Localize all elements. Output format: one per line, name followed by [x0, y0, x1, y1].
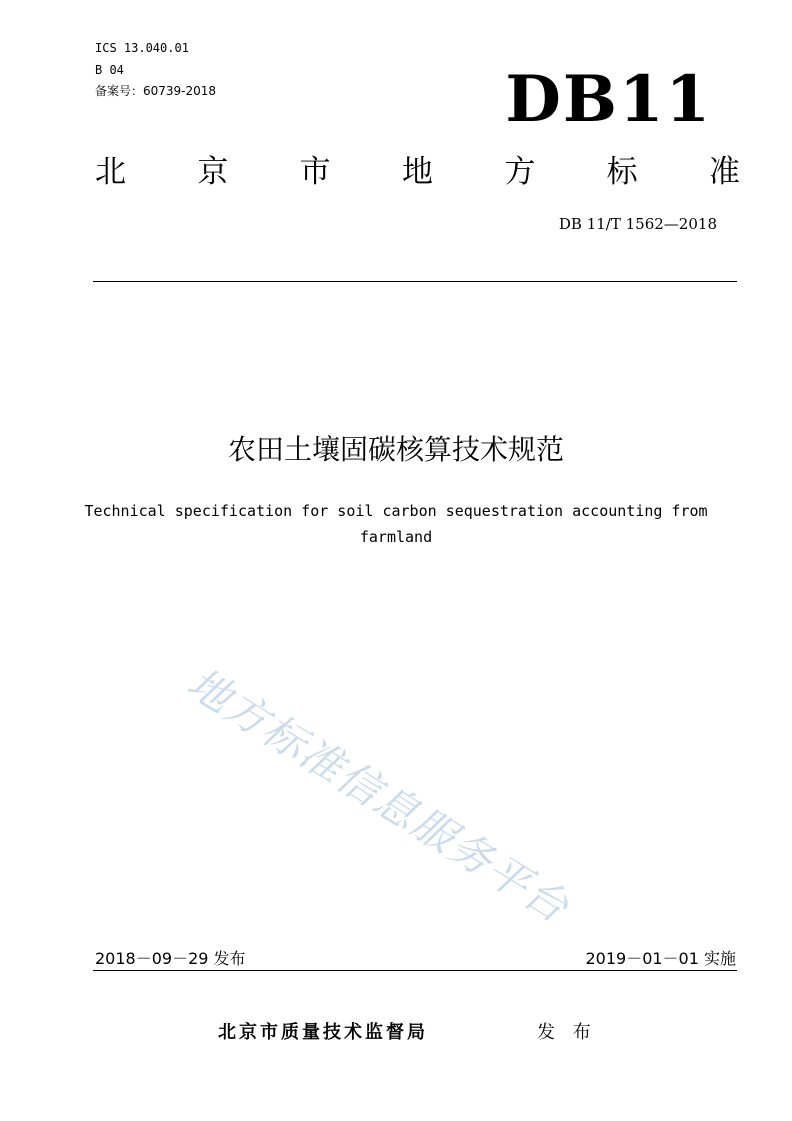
footer-divider — [93, 970, 737, 971]
implement-date: 2019－01－01 实施 — [585, 949, 736, 968]
issue-label: 发 布 — [537, 1022, 597, 1043]
standard-type-char: 北 — [95, 154, 126, 190]
english-title-line-2: farmland — [359, 528, 433, 546]
classification-code: B 04 — [95, 63, 124, 77]
standard-code-logo: DB11 — [505, 62, 712, 137]
ics-code: ICS 13.040.01 — [95, 41, 189, 55]
watermark: 地方标准信息服务平台 — [179, 658, 579, 933]
record-number: 备案号：60739-2018 — [95, 84, 217, 98]
header-divider — [93, 281, 737, 282]
standard-number: DB 11/T 1562—2018 — [558, 215, 717, 233]
standard-type-char: 地 — [401, 154, 433, 190]
standard-type-char: 标 — [606, 154, 638, 190]
standard-type-char: 准 — [708, 154, 740, 190]
english-title-line-1: Technical specification for soil carbon sequestration accounting from — [84, 502, 708, 520]
standard-type-title — [95, 150, 740, 194]
document-title-english — [60, 498, 732, 550]
document-title-chinese: 农田土壤固碳核算技术规范 — [227, 433, 564, 466]
standard-type-char: 市 — [299, 154, 331, 190]
standard-type-char: 方 — [504, 154, 536, 190]
publish-date: 2018－09－29 发布 — [95, 949, 246, 968]
issuing-authority: 北京市质量技术监督局 — [218, 1022, 428, 1043]
standard-type-char: 京 — [197, 154, 229, 190]
